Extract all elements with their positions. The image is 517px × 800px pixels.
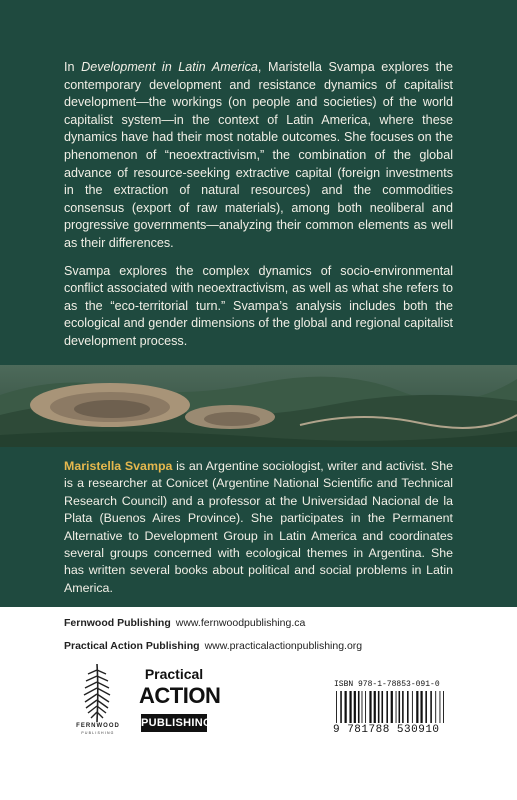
barcode-bar [396, 691, 397, 723]
barcode-bar [378, 691, 380, 723]
barcode-bar [336, 691, 337, 723]
barcode-bar [386, 691, 388, 723]
barcode-bar [443, 691, 444, 723]
barcode-bar [381, 691, 383, 723]
mining-landscape-photo [0, 365, 517, 447]
barcode-bar [412, 691, 413, 723]
blurb-paragraph-2: Svampa explores the complex dynamics of socio-environmental conflict associated with neoextractivism, as well as what she refers to as the “eco-territorial turn.” Svampa’s analysis includes both the ecological and gender dimensions of the global and regional capitalist development process. [64, 263, 453, 348]
publisher-line-fernwood: Fernwood Publishing www.fernwoodpublishing.ca [64, 617, 306, 629]
barcode-bar [402, 691, 404, 723]
fernwood-logo-sub: PUBLISHING [81, 731, 115, 735]
barcode-bar [425, 691, 427, 723]
barcode-bar [435, 691, 436, 723]
barcode-digits: 9 781788 530910 [333, 724, 440, 736]
barcode-bar [362, 691, 363, 723]
book-title: Development in Latin America [81, 60, 258, 74]
blurb [64, 59, 453, 361]
barcode-bar [420, 691, 422, 723]
barcode-bar [354, 691, 356, 723]
barcode-bar [416, 691, 418, 723]
barcode-bar [349, 691, 351, 723]
publisher-url[interactable]: www.practicalactionpublishing.org [204, 640, 363, 652]
publisher-line-practical-action: Practical Action Publishing www.practicalactionpublishing.org [64, 640, 363, 652]
barcode-bar [430, 691, 432, 723]
barcode-bar [345, 691, 347, 723]
barcode-bar [399, 691, 401, 723]
barcode-bar [365, 691, 366, 723]
barcode-bar [340, 691, 342, 723]
barcode-bar [358, 691, 360, 723]
publisher-url[interactable]: www.fernwoodpublishing.ca [175, 617, 306, 629]
isbn-label: ISBN 978-1-78853-091-0 [334, 680, 440, 689]
barcode-bar [369, 691, 371, 723]
author-bio: Maristella Svampa is an Argentine sociologist, writer and activist. She is a researcher at Conicet (Argentine National Scientific and Technical Research Council) and a professor at the Universidad Nacional de la Plata (Buenos Aires Province). She participates in the Permanent Alternative to Development Group in Latin America and coordinates several groups concerned with ecological themes in Argentina. She has written several books about political and social problems in Latin America. [64, 459, 453, 595]
blurb-paragraph-1: In Development in Latin America, Maristella Svampa explores the contemporary development and resistance dynamics of capitalist development—the workings (on people and societies) of the world capitalist system—in the context of Latin America, where these dynamics have had their most notable outcomes. She focuses on the phenomenon of “neoextractivism,” the combination of the global advance of resource-seeking extractive capital (foreign investments in the extraction of natural resources) and the commodities consensus (export of raw materials), among both neoliberal and progressive governments—analyzing their common elements as well as their differences. [64, 60, 453, 250]
barcode-bar [391, 691, 393, 723]
fernwood-logo-name: FERNWOOD [76, 723, 120, 729]
practical-action-logo-line3: PUBLISHING [141, 714, 207, 732]
barcode-bar [407, 691, 409, 723]
barcode-bar [374, 691, 376, 723]
practical-action-logo-line2: ACTION [139, 683, 221, 708]
barcode-bar [440, 691, 441, 723]
author-name: Maristella Svampa [64, 459, 173, 473]
barcode [336, 691, 446, 723]
practical-action-logo-line1: Practical [144, 666, 204, 682]
